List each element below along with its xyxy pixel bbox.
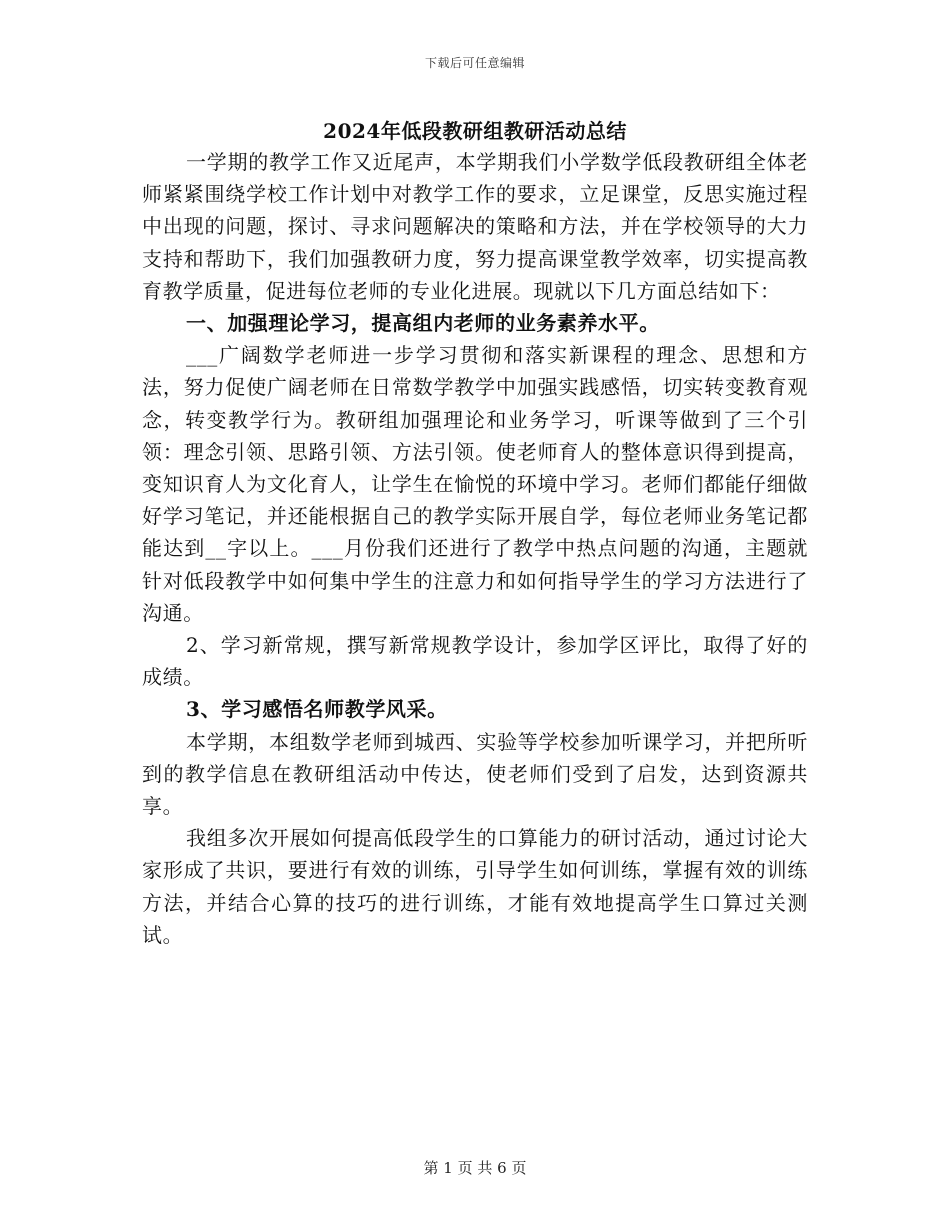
paragraph-lesson-observation: 本学期，本组数学老师到城西、实验等学校参加听课学习，并把所听到的教学信息在教研组活动中传达，使老师们受到了启发，达到资源共享。 (142, 729, 808, 819)
paragraph-theory-study: ___广阔数学老师进一步学习贯彻和落实新课程的理念、思想和方法，努力促使广阔老师在日常数学教学中加强实践感悟，切实转变教育观念，转变教学行为。教研组加强理论和业务学习，听课等做到了三个引领：理念引领、思路引领、方法引领。使老师育人的整体意识得到提高，变知识育人为文化育人，让学生在愉悦的环境中学习。老师们都能仔细做好学习笔记，并还能根据自己的教学实际开展自学，每位老师业务笔记都能达到__字以上。___月份我们还进行了教学中热点问题的沟通，主题就针对低段教学中如何集中学生的注意力和如何指导学生的学习方法进行了沟通。 (142, 343, 808, 625)
section-heading-1: 一、加强理论学习，提高组内老师的业务素养水平。 (186, 311, 660, 336)
page-number: 第 1 页 共 6 页 (423, 1159, 527, 1177)
document-title: 2024年低段教研组教研活动总结 (323, 119, 627, 143)
paragraph-intro: 一学期的教学工作又近尾声，本学期我们小学数学低段教研组全体老师紧紧围绕学校工作计划中对教学工作的要求，立足课堂，反思实施过程中出现的问题，探讨、寻求问题解决的策略和方法，并在学校领导的大力支持和帮助下，我们加强教研力度，努力提高课堂教学效率，切实提高教育教学质量，促进每位老师的专业化进展。现就以下几方面总结如下： (142, 150, 808, 303)
paragraph-mental-math: 我组多次开展如何提高低段学生的口算能力的研讨活动，通过讨论大家形成了共识，要进行有效的训练，引导学生如何训练，掌握有效的训练方法，并结合心算的技巧的进行训练，才能有效地提高学生口算过关测试。 (142, 826, 808, 947)
paragraph-new-routine: 2、学习新常规，撰写新常规教学设计，参加学区评比，取得了好的成绩。 (142, 633, 808, 690)
section-heading-3: 3、学习感悟名师教学风采。 (186, 697, 448, 722)
header-note: 下载后可任意编辑 (424, 56, 525, 70)
document-body (142, 146, 808, 951)
